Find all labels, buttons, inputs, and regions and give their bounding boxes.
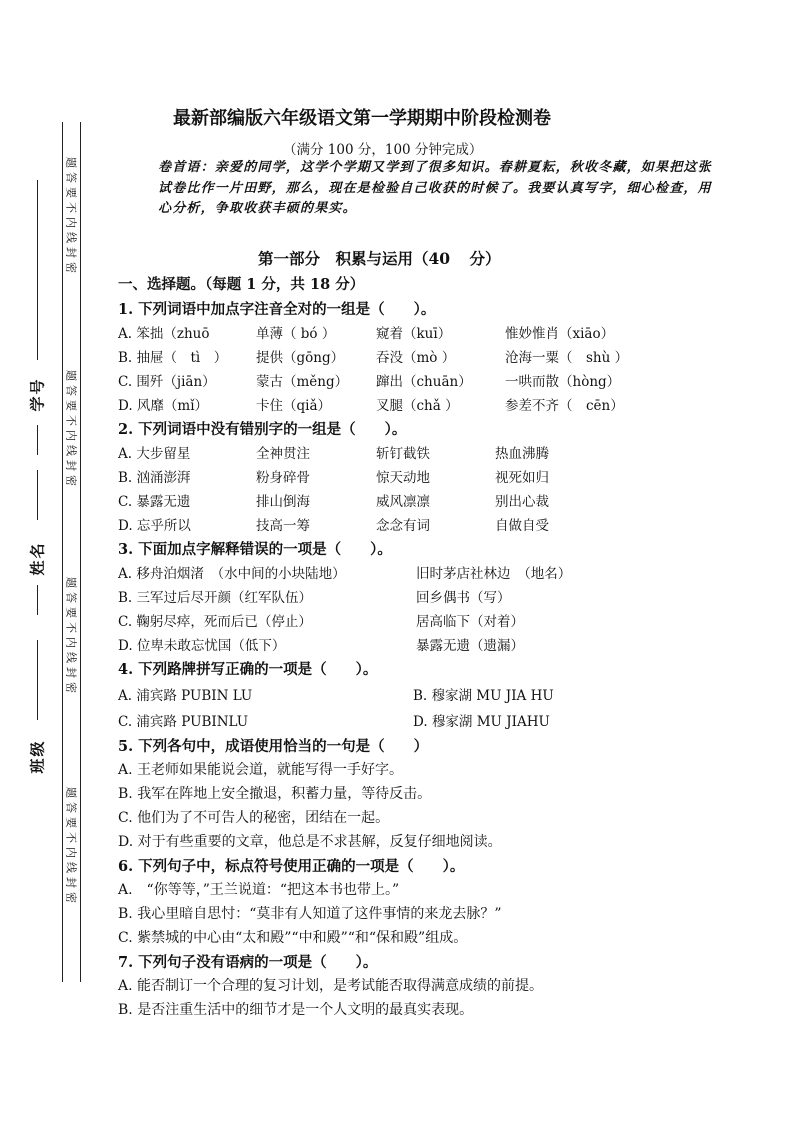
q3-a-2: 旧时茅店社林边 （地名） (416, 566, 572, 582)
q3-b-1: B. 三军过后尽开颜（红军队伍） (118, 590, 313, 606)
fold-column-1: 题 答 要 不 内 线 封 密 (64, 157, 78, 273)
name-blank[interactable] (37, 470, 38, 520)
margin-inner-line (80, 122, 81, 982)
q1-c-2: 蒙古（měng） (256, 374, 349, 390)
q1-c-1: C. 围歼（jiān） (118, 374, 216, 390)
q2-c-1: C. 暴露无遗 (118, 494, 191, 510)
class-label: 级 班 (28, 741, 47, 774)
fold-column-3: 题 答 要 不 内 线 封 密 (64, 577, 78, 693)
student-id-blank[interactable] (37, 180, 38, 360)
q2-c-3: 威风凛凛 (376, 494, 430, 510)
q4-option-d[interactable]: D. 穆家湖 MU JIAHU (413, 714, 550, 730)
q1-b-1: B. 抽屉（ tì ） (118, 350, 228, 366)
q2-a-3: 斩钉截铁 (376, 446, 430, 462)
q2-a-4: 热血沸腾 (495, 446, 549, 462)
q4-option-c[interactable]: C. 浦宾路 PUBINLU (118, 714, 249, 730)
name-blank-lower[interactable] (37, 585, 38, 615)
student-id-field (22, 180, 52, 440)
question-4-stem: 4. 下列路牌拼写正确的一项是（ ）。 (118, 661, 378, 678)
exam-title: 最新部编版六年级语文第一学期期中阶段检测卷 (173, 108, 551, 129)
q1-a-3: 窥着（kuī） (376, 326, 452, 342)
q6-option-a[interactable]: A. “你等等，”王兰说道：“把这本书也带上。” (118, 882, 400, 898)
q3-b-2: 回乡偶书（写） (416, 590, 511, 606)
q2-d-4: 自做自受 (495, 518, 549, 534)
class-field (22, 640, 52, 780)
q5-option-c[interactable]: C. 他们为了不可告人的秘密，团结在一起。 (118, 810, 390, 826)
class-blank[interactable] (37, 640, 38, 720)
q7-option-a[interactable]: A. 能否制订一个合理的复习计划，是考试能否取得满意成绩的前提。 (118, 978, 544, 994)
q1-b-3: 吞没（mò ） (376, 350, 456, 366)
q1-c-3: 蹿出（chuān） (376, 374, 472, 390)
q2-b-2: 粉身碎骨 (256, 470, 310, 486)
q3-a-1: A. 移舟泊烟渚 （水中间的小块陆地） (118, 566, 346, 582)
exam-subtitle: （满分 100 分，100 分钟完成） (283, 142, 483, 158)
q3-c-2: 居高临下（对着） (416, 614, 524, 630)
q2-d-2: 技高一筹 (256, 518, 310, 534)
binding-margin (0, 0, 90, 1123)
student-id-blank-lower[interactable] (37, 425, 38, 455)
q1-d-1: D. 风靡（mǐ） (118, 398, 209, 414)
q5-option-b[interactable]: B. 我军在阵地上安全撤退，积蓄力量，等待反击。 (118, 786, 432, 802)
q2-c-4: 别出心裁 (495, 494, 549, 510)
q4-option-b[interactable]: B. 穆家湖 MU JIA HU (413, 688, 554, 704)
q1-b-2: 提供（gōng） (256, 350, 345, 366)
question-3-stem: 3. 下面加点字解释错误的一项是（ ）。 (118, 541, 392, 558)
student-id-label: 号 学 (28, 379, 47, 412)
q6-option-c[interactable]: C. 紫禁城的中心由“太和殿”“中和殿”“和“保和殿”组成。 (118, 930, 468, 946)
q4-option-a[interactable]: A. 浦宾路 PUBIN LU (118, 688, 253, 704)
q2-b-4: 视死如归 (495, 470, 549, 486)
preface-text: 卷首语：亲爱的同学，这学个学期又学到了很多知识。春耕夏耘，秋收冬藏，如果把这张试卷比作一片田野，那么，现在是检验自己收获的时候了。我要认真写字，细心检查，用心分析，争取收获丰硕的果实。 (158, 160, 712, 216)
q1-c-4: 一哄而散（hòng） (505, 374, 621, 390)
question-1-stem: 1. 下列词语中加点字注音全对的一组是（ ）。 (118, 301, 436, 318)
q1-a-1: A. 笨拙（zhuō (118, 326, 210, 342)
q2-b-3: 惊天动地 (376, 470, 430, 486)
q7-option-b[interactable]: B. 是否注重生活中的细节才是一个人文明的最真实表现。 (118, 1002, 474, 1018)
section-heading: 一、选择题。（每题 1 分，共 18 分） (118, 276, 365, 293)
q1-b-4: 沧海一粟（ shù ） (505, 350, 629, 366)
name-field (22, 470, 52, 600)
fold-column-4: 题 答 要 不 内 线 封 密 (64, 787, 78, 903)
q2-d-3: 念念有词 (376, 518, 430, 534)
fold-column-2: 题 答 要 不 内 线 封 密 (64, 370, 78, 486)
q1-d-2: 卡住（qiǎ） (256, 398, 332, 414)
q5-option-a[interactable]: A. 王老师如果能说会道，就能写得一手好字。 (118, 762, 404, 778)
question-2-stem: 2. 下列词语中没有错别字的一组是（ ）。 (118, 421, 407, 438)
q1-a-4: 惟妙惟肖（xiāo） (505, 326, 615, 342)
question-7-stem: 7. 下列句子没有语病的一项是（ ）。 (118, 954, 378, 971)
q2-a-2: 全神贯注 (256, 446, 310, 462)
q1-d-4: 参差不齐（ cēn） (505, 398, 624, 414)
q1-d-3: 叉腿（chǎ ） (376, 398, 459, 414)
q2-d-1: D. 忘乎所以 (118, 518, 191, 534)
q5-option-d[interactable]: D. 对于有些重要的文章，他总是不求甚解，反复仔细地阅读。 (118, 834, 502, 850)
name-label: 名 姓 (28, 543, 47, 576)
q6-option-b[interactable]: B. 我心里暗自思忖：“莫非有人知道了这件事情的来龙去脉？” (118, 906, 502, 922)
q3-c-1: C. 鞠躬尽瘁，死而后已（停止） (118, 614, 312, 630)
q1-a-2: 单薄（ bó ） (256, 326, 336, 342)
question-5-stem: 5. 下列各句中，成语使用恰当的一句是（ ） (118, 738, 429, 755)
part1-title: 第一部分 积累与运用（40 分） (258, 249, 501, 268)
q2-a-1: A. 大步留星 (118, 446, 191, 462)
q2-b-1: B. 汹涌澎湃 (118, 470, 191, 486)
q3-d-2: 暴露无遗（遗漏） (416, 638, 524, 654)
q3-d-1: D. 位卑未敢忘忧国（低下） (118, 638, 286, 654)
q2-c-2: 排山倒海 (256, 494, 310, 510)
question-6-stem: 6. 下列句子中，标点符号使用正确的一项是（ ）。 (118, 858, 465, 875)
